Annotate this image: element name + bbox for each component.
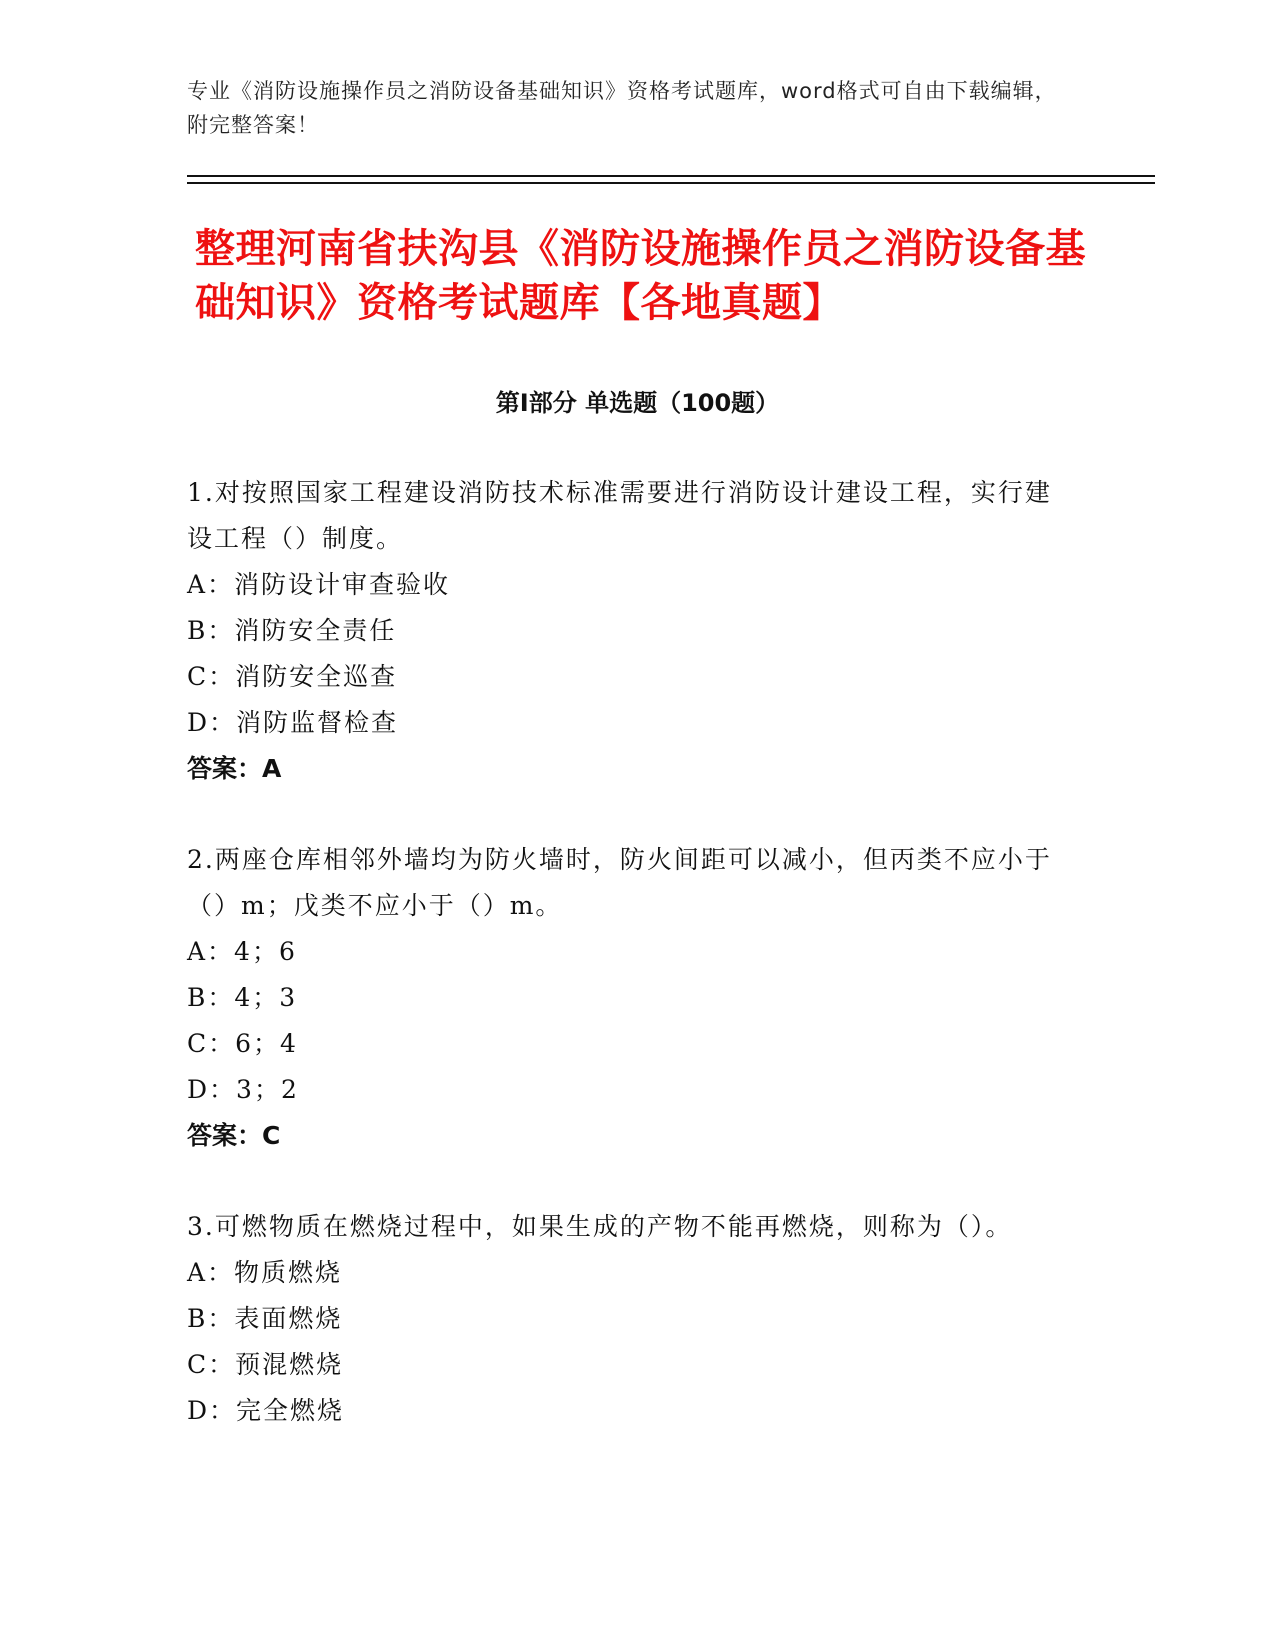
option-b: B：4；3 [187, 983, 298, 1012]
question-3 [187, 1204, 1067, 1434]
option-d: D：3；2 [187, 1075, 299, 1104]
section-heading: 第Ⅰ部分 单选题（100题） [495, 389, 780, 417]
question-list [187, 470, 1067, 1479]
option-a: A：消防设计审查验收 [187, 570, 451, 599]
option-c: C：预混燃烧 [187, 1350, 344, 1379]
header-divider-bottom [187, 182, 1155, 184]
option-a: A：4；6 [187, 937, 297, 966]
answer-line: 答案：C [187, 1121, 281, 1150]
question-stem: 1.对按照国家工程建设消防技术标准需要进行消防设计建设工程，实行建设工程（）制度。 [187, 478, 1052, 553]
option-b: B：消防安全责任 [187, 616, 397, 645]
document-header [187, 74, 1067, 142]
question-2 [187, 837, 1067, 1159]
header-text: 专业《消防设施操作员之消防设备基础知识》资格考试题库，word格式可自由下载编辑，附完整答案！ [187, 79, 1057, 137]
option-c: C：6；4 [187, 1029, 298, 1058]
option-b: B：表面燃烧 [187, 1304, 343, 1333]
question-stem: 3.可燃物质在燃烧过程中，如果生成的产物不能再燃烧，则称为（）。 [187, 1212, 1013, 1241]
option-a: A：物质燃烧 [187, 1258, 343, 1287]
question-1 [187, 470, 1067, 792]
header-divider-top [187, 175, 1155, 177]
option-d: D：完全燃烧 [187, 1396, 345, 1425]
option-d: D：消防监督检查 [187, 708, 399, 737]
document-title: 整理河南省扶沟县《消防设施操作员之消防设备基础知识》资格考试题库【各地真题】 [195, 226, 1086, 326]
option-c: C：消防安全巡查 [187, 662, 398, 691]
answer-line: 答案：A [187, 754, 282, 783]
question-stem: 2.两座仓库相邻外墙均为防火墙时，防火间距可以减小，但丙类不应小于（）m；戊类不应小于（）m。 [187, 845, 1052, 920]
